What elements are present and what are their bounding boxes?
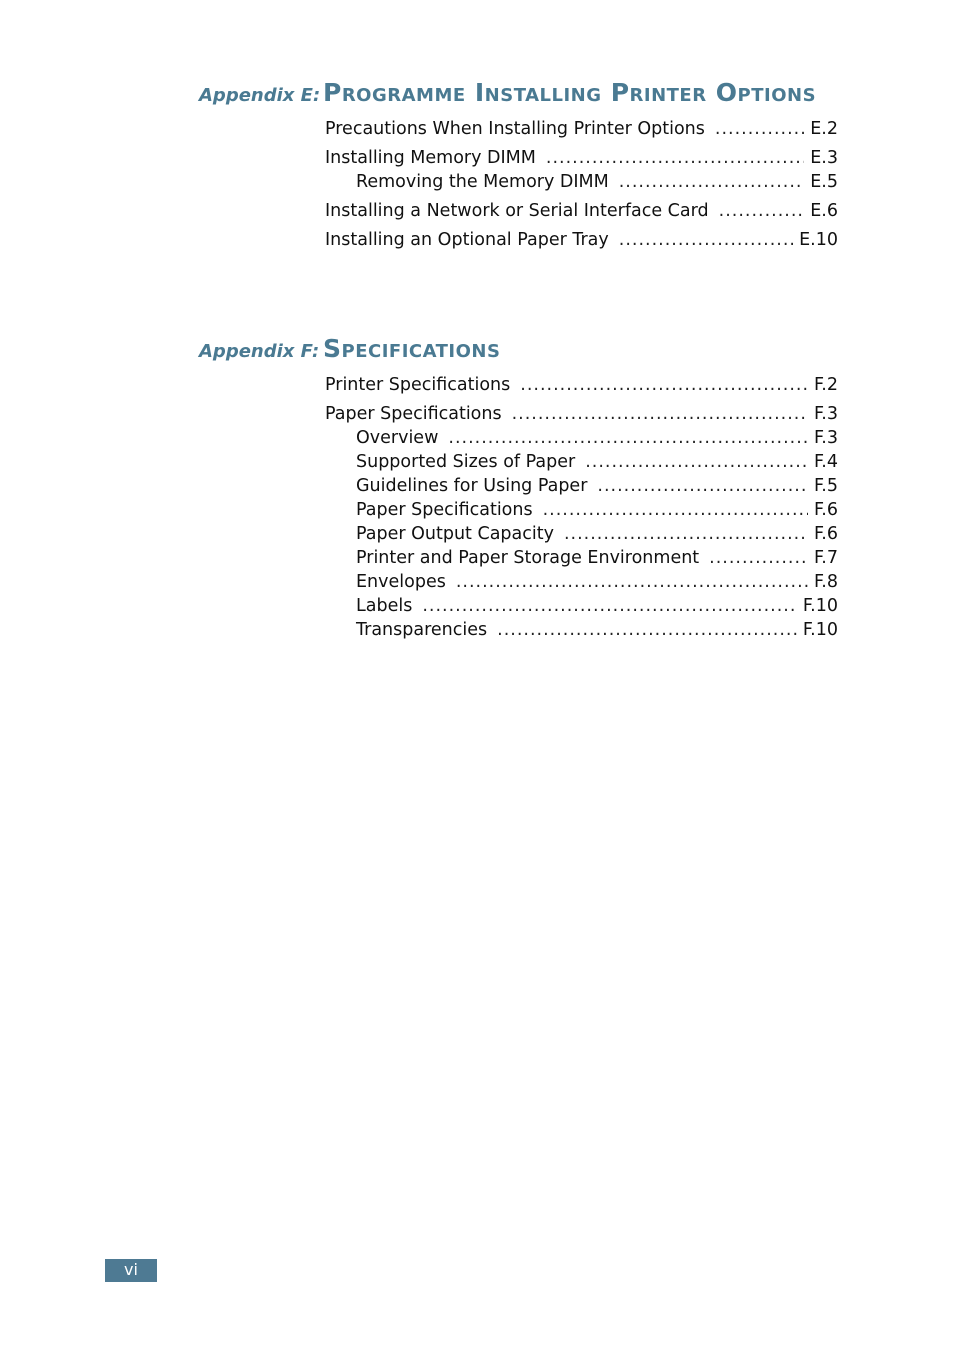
- toc-entry-title: Installing Memory DIMM: [325, 148, 536, 168]
- appendix-e-heading: [0, 76, 954, 109]
- toc-subentry[interactable]: [325, 170, 838, 194]
- toc-subentry[interactable]: [325, 546, 838, 570]
- toc-entry-title: Paper Specifications: [325, 404, 502, 424]
- appendix-e-title[interactable]: Programme Installing Printer Options: [323, 78, 817, 107]
- dot-leader: [512, 402, 808, 426]
- toc-entry-page: F.3: [814, 428, 838, 448]
- dot-leader: [619, 228, 793, 252]
- toc-entry-title: Overview: [356, 428, 439, 448]
- toc-entry-title: Removing the Memory DIMM: [356, 172, 609, 192]
- appendix-e-section: [0, 76, 954, 252]
- dot-leader: [520, 373, 808, 397]
- appendix-f-label: Appendix F:: [199, 341, 320, 362]
- dot-leader: [546, 146, 804, 170]
- toc-entry-title: Paper Specifications: [356, 500, 533, 520]
- toc-entry-page: F.8: [814, 572, 838, 592]
- dot-leader: [543, 498, 808, 522]
- toc-subentry[interactable]: [325, 522, 838, 546]
- toc-entry-page: E.5: [810, 172, 838, 192]
- toc-entry-page: F.6: [814, 524, 838, 544]
- toc-entry-page: E.2: [810, 119, 838, 139]
- toc-subentry[interactable]: [325, 474, 838, 498]
- toc-entry-page: F.2: [814, 375, 838, 395]
- dot-leader: [619, 170, 805, 194]
- toc-entry-title: Printer Specifications: [325, 375, 511, 395]
- toc-entry[interactable]: [325, 228, 838, 252]
- toc-entry-page: F.3: [814, 404, 838, 424]
- appendix-f-heading: [0, 332, 954, 365]
- toc-entry-title: Installing a Network or Serial Interface Card: [325, 201, 709, 221]
- appendix-f-section: [0, 332, 954, 642]
- page-number-tab: vi: [105, 1259, 157, 1282]
- toc-entry[interactable]: [325, 402, 838, 426]
- toc-entry-page: F.4: [814, 452, 838, 472]
- dot-leader: [564, 522, 808, 546]
- toc-entry-title: Labels: [356, 596, 413, 616]
- appendix-e-toc: [325, 117, 838, 252]
- dot-leader: [719, 199, 805, 223]
- toc-entry-title: Printer and Paper Storage Environment: [356, 548, 700, 568]
- toc-entry-title: Paper Output Capacity: [356, 524, 554, 544]
- toc-entry[interactable]: [325, 373, 838, 397]
- toc-entry-page: F.10: [802, 620, 838, 640]
- toc-entry-title: Supported Sizes of Paper: [356, 452, 576, 472]
- toc-subentry[interactable]: [325, 426, 838, 450]
- toc-entry-page: F.5: [814, 476, 838, 496]
- toc-entry-page: E.6: [810, 201, 838, 221]
- toc-entry[interactable]: [325, 146, 838, 170]
- toc-entry[interactable]: [325, 199, 838, 223]
- toc-entry-title: Guidelines for Using Paper: [356, 476, 588, 496]
- appendix-e-label: Appendix E:: [199, 85, 321, 106]
- toc-subentry[interactable]: [325, 570, 838, 594]
- dot-leader: [448, 426, 808, 450]
- dot-leader: [585, 450, 808, 474]
- toc-entry-page: E.3: [810, 148, 838, 168]
- appendix-f-title[interactable]: Specifications: [323, 334, 501, 363]
- toc-entry-page: F.7: [814, 548, 838, 568]
- toc-entry-title: Precautions When Installing Printer Options: [325, 119, 705, 139]
- toc-subentry[interactable]: [325, 498, 838, 522]
- toc-subentry[interactable]: [325, 618, 838, 642]
- toc-entry-page: E.10: [799, 230, 838, 250]
- toc-entry-page: F.10: [802, 596, 838, 616]
- toc-entry-page: F.6: [814, 500, 838, 520]
- dot-leader: [715, 117, 804, 141]
- dot-leader: [597, 474, 808, 498]
- dot-leader: [709, 546, 808, 570]
- toc-entry-title: Envelopes: [356, 572, 446, 592]
- dot-leader: [497, 618, 797, 642]
- toc-subentry[interactable]: [325, 450, 838, 474]
- toc-subentry[interactable]: [325, 594, 838, 618]
- appendix-f-toc: [325, 373, 838, 642]
- toc-entry[interactable]: [325, 117, 838, 141]
- dot-leader: [422, 594, 797, 618]
- dot-leader: [456, 570, 808, 594]
- toc-entry-title: Installing an Optional Paper Tray: [325, 230, 609, 250]
- toc-entry-title: Transparencies: [356, 620, 488, 640]
